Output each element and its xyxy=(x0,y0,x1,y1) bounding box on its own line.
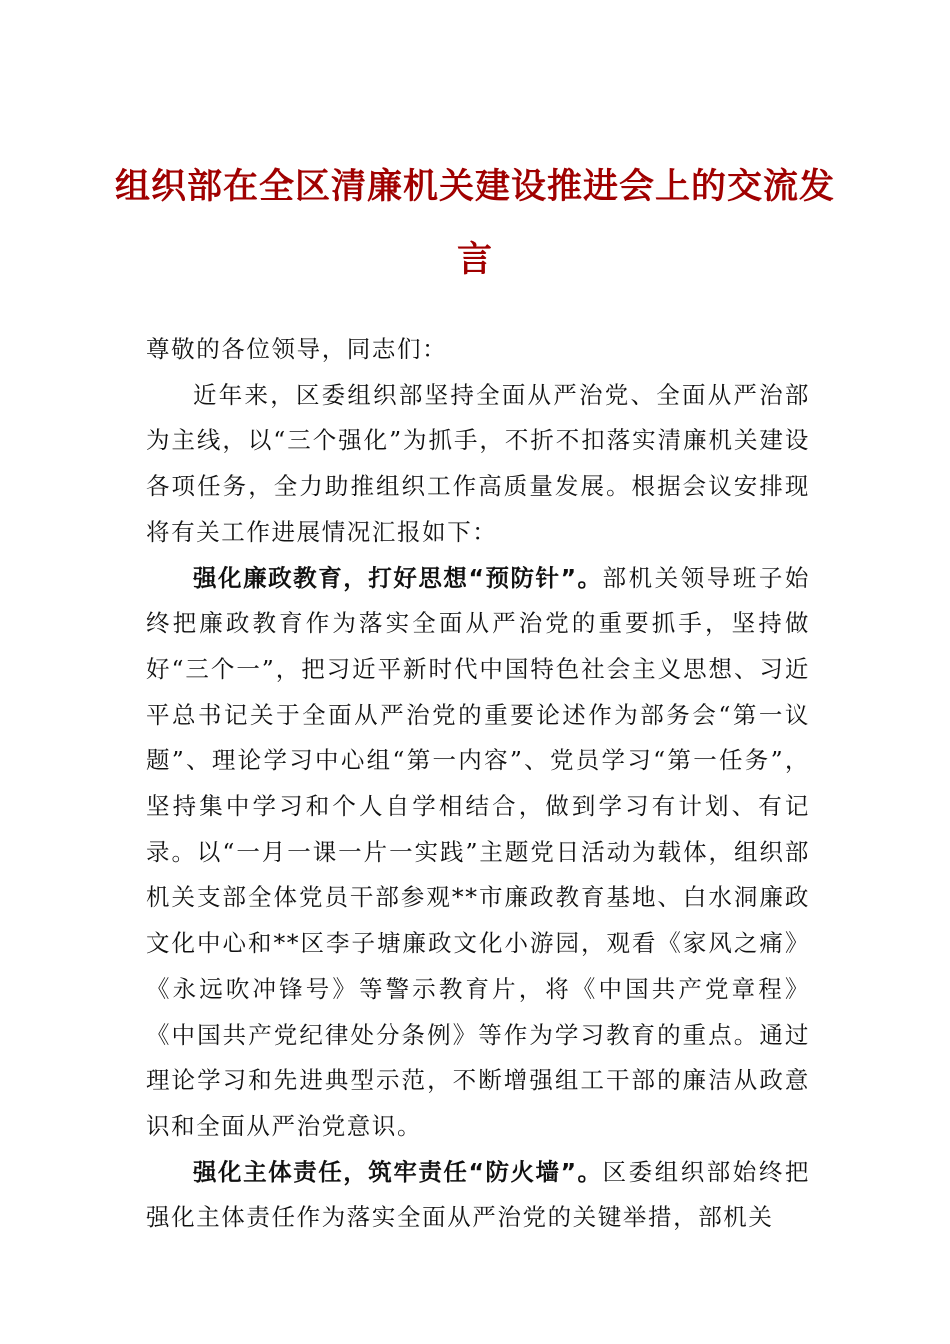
section-heading: 强化主体责任，筑牢责任“防火墙”。 xyxy=(193,1157,603,1186)
section-text: 区委组织部始终把强化主体责任作为落实全面从严治党的关键举措，部机关 xyxy=(146,1157,810,1232)
intro-paragraph: 近年来，区委组织部坚持全面从严治党、全面从严治部为主线，以“三个强化”为抓手，不折不扣落实清廉机关建设各项任务，全力助推组织工作高质量发展。根据会议安排现将有关工作进展情况汇报如下： xyxy=(146,380,810,546)
section-paragraph xyxy=(146,556,810,1150)
section-text: 部机关领导班子始终把廉政教育作为落实全面从严治党的重要抓手，坚持做好“三个一”，把习近平新时代中国特色社会主义思想、习近平总书记关于全面从严治党的重要论述作为部务会“第一议题”、理论学习中心组“第一内容”、党员学习“第一任务”，坚持集中学习和个人自学相结合，做到学习有计划、有记录。以“一月一课一片一实践”主题党日活动为载体，组织部机关支部全体党员干部参观**市廉政教育基地、白水洞廉政文化中心和**区李子塘廉政文化小游园，观看《家风之痛》《永远吹冲锋号》等警示教育片，将《中国共产党章程》《中国共产党纪律处分条例》等作为学习教育的重点。通过理论学习和先进典型示范，不断增强组工干部的廉洁从政意识和全面从严治党意识。 xyxy=(146,563,810,1140)
document-title: 组织部在全区清廉机关建设推进会上的交流发言 xyxy=(114,166,835,280)
salutation: 尊敬的各位领导，同志们： xyxy=(146,335,448,363)
document-body xyxy=(146,327,810,1241)
section-paragraph xyxy=(146,1150,810,1241)
section-heading: 强化廉政教育，打好思想“预防针”。 xyxy=(193,563,603,592)
